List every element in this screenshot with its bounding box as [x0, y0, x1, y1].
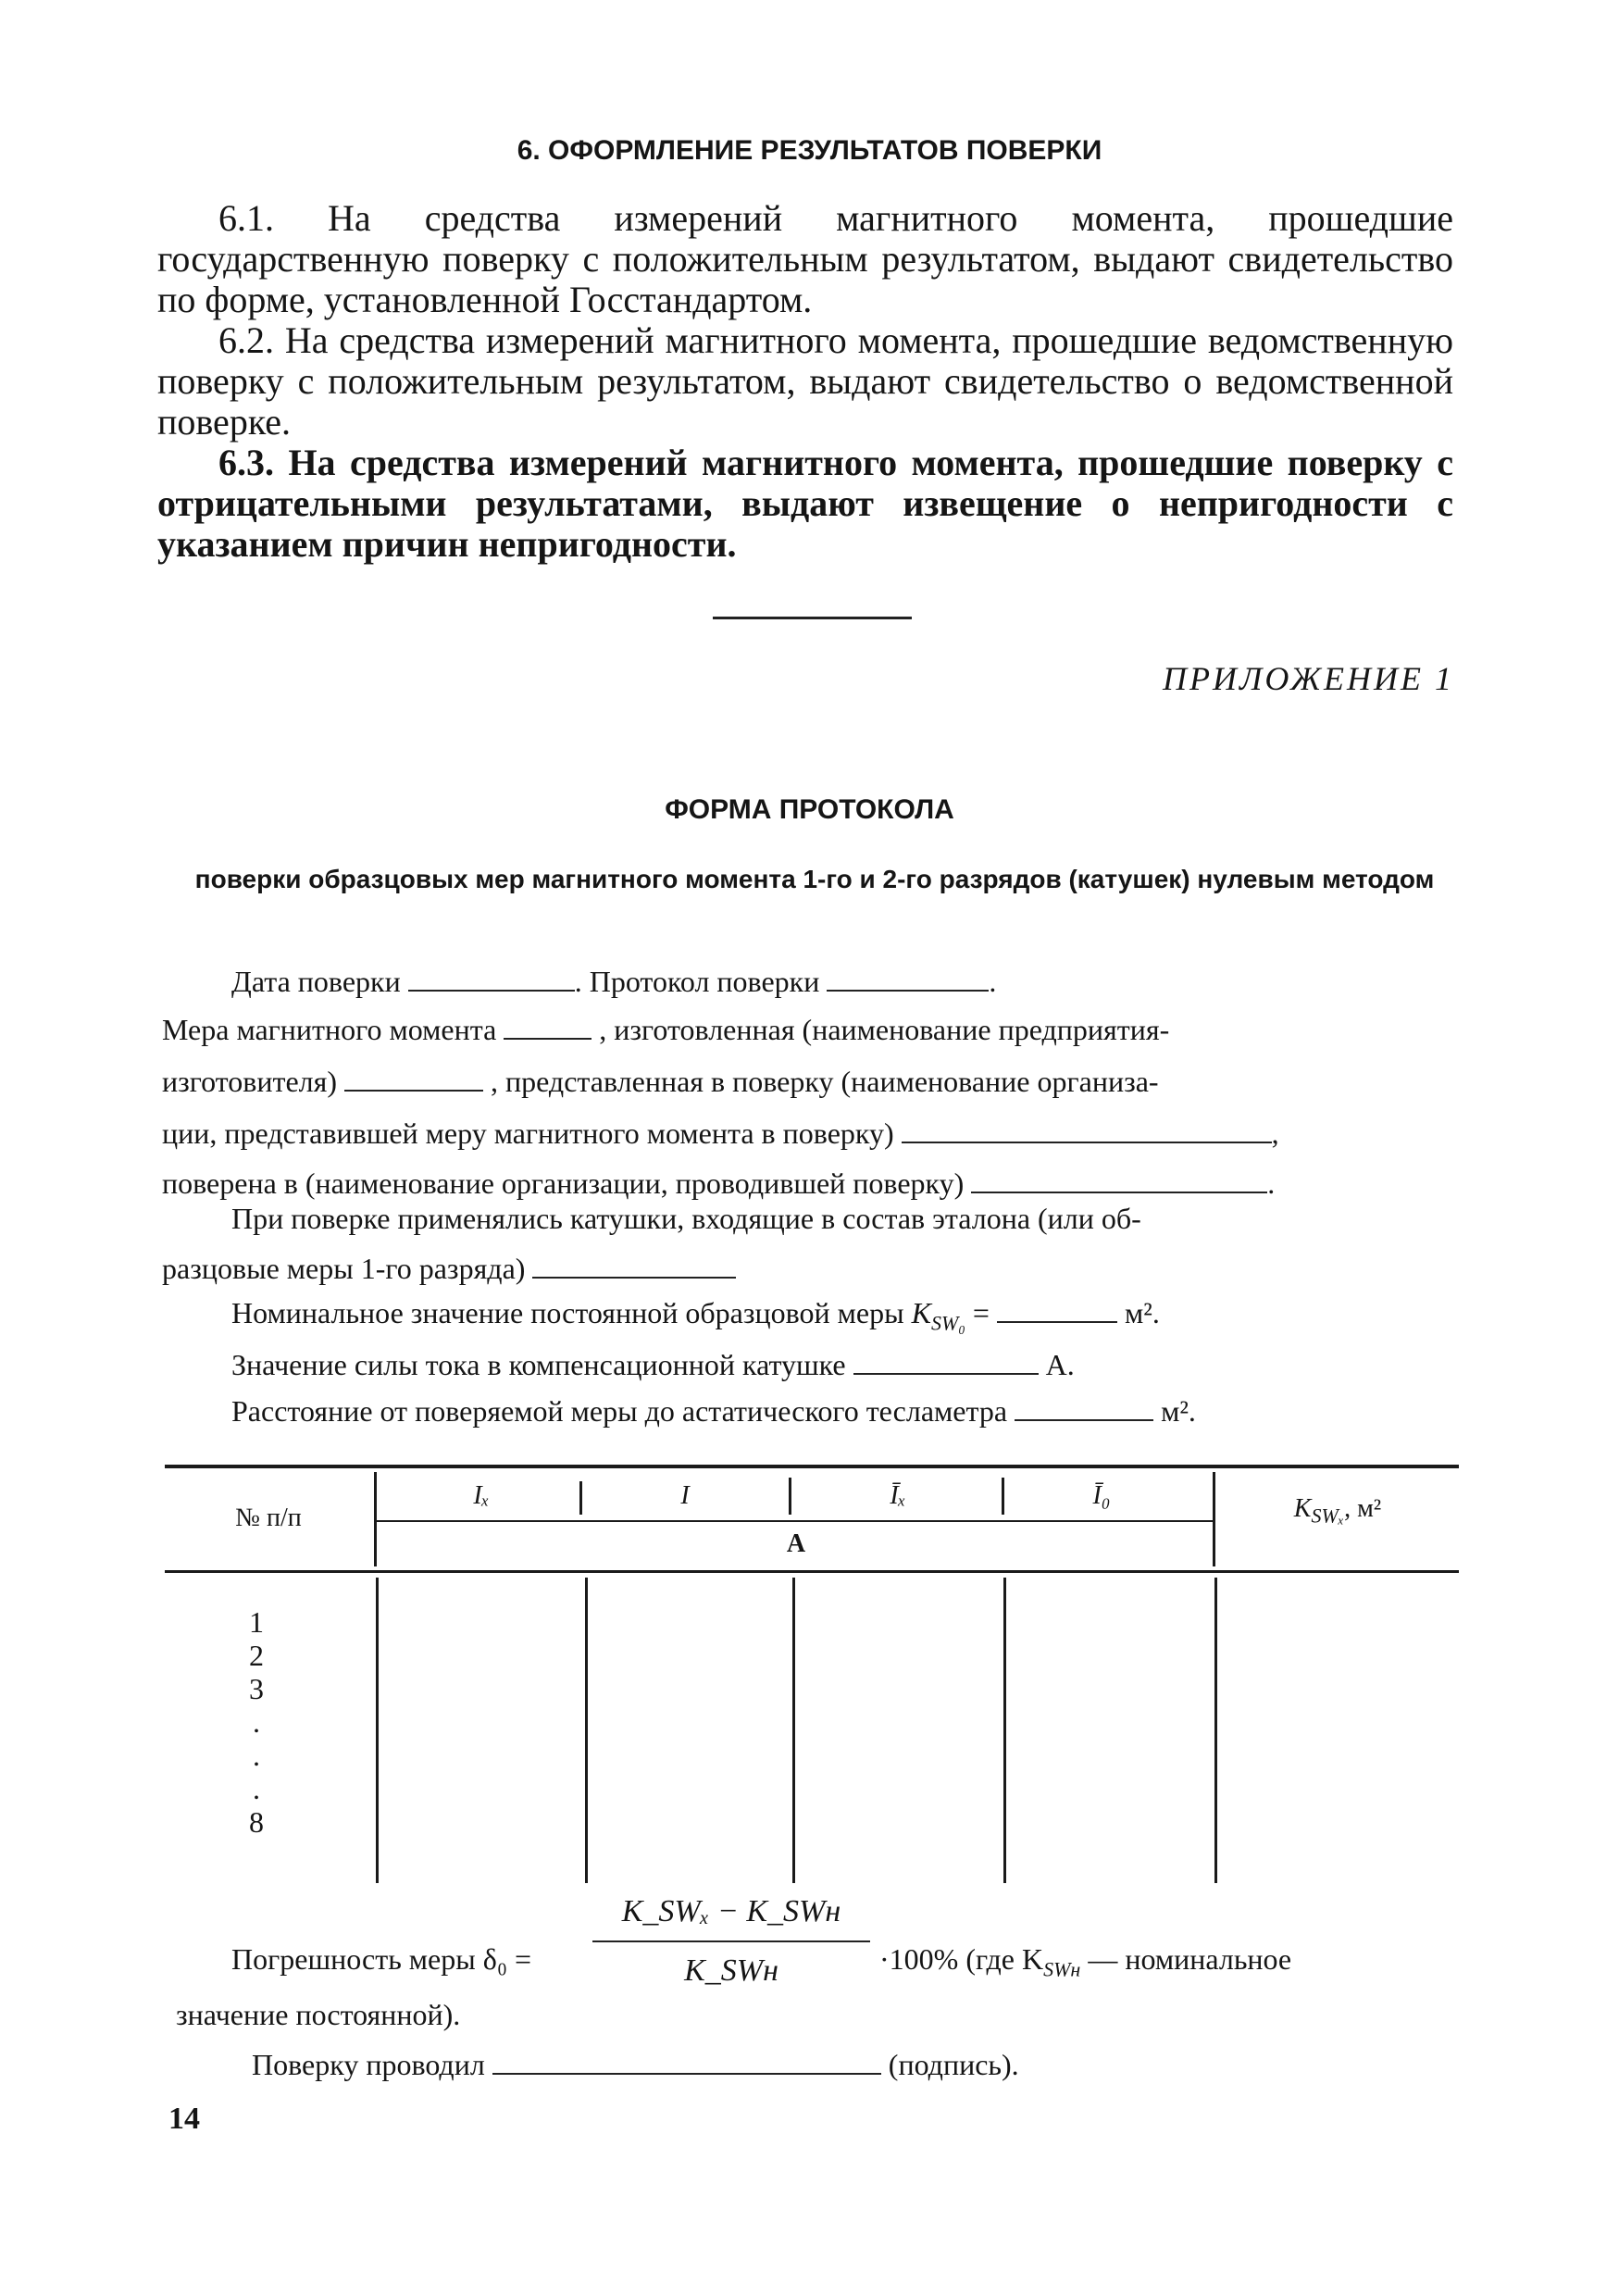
presented-text: , представленная в поверку (наименование организа-: [491, 1065, 1159, 1098]
form-title: ФОРМА ПРОТОКОЛА: [665, 794, 954, 825]
paragraph-6-3: 6.3. На средства измерений магнитного момента, прошедшие поверку с отрицательными результатами, выдают извещение о непригодности с указанием причин непригодности.: [157, 442, 1453, 565]
col-header-i: I: [680, 1481, 690, 1510]
form-subtitle: поверки образцовых мер магнитного момента 1-го и 2-го разрядов (катушек) нулевым методом: [194, 865, 1435, 893]
verified-text: поверена в (наименование организации, проводившей поверку): [162, 1167, 965, 1200]
error-fraction: [592, 1889, 870, 1994]
section-heading: 6. ОФОРМЛЕНИЕ РЕЗУЛЬТАТОВ ПОВЕРКИ: [517, 135, 1102, 166]
paragraph-6-2: 6.2. На средства измерений магнитного момента, прошедшие ведомственную поверку с положительным результатом, выдают свидетельство о ведомственной поверке.: [157, 319, 1453, 443]
table-vline-1: [374, 1472, 377, 1566]
manufacturer-text: изготовителя): [162, 1065, 337, 1098]
distance-blank[interactable]: [1015, 1393, 1153, 1421]
table-header-rule: [165, 1570, 1459, 1573]
error-numerator: K_SWₓ − K_SWн: [621, 1894, 841, 1928]
table-vline-3: [579, 1481, 582, 1515]
measure-label: Мера магнитного момента: [162, 1013, 497, 1046]
table-body-vline-1: [376, 1578, 379, 1883]
k-unit: , м²: [1344, 1494, 1382, 1523]
form-line-manufacturer: [162, 1063, 1467, 1100]
error-note-sub: SWн: [1043, 1957, 1081, 1981]
measure-blank[interactable]: [504, 1012, 592, 1040]
error-denominator: K_SWн: [684, 1953, 778, 1988]
section-divider: [713, 617, 912, 619]
error-times: ·100%: [879, 1942, 959, 1976]
form-line-nominal: Номинальное значение постоянной образцовой меры $K_{SW_0} = м^2$.: [231, 1296, 1160, 1335]
current-blank[interactable]: [853, 1347, 1039, 1375]
coils-text: разцовые меры 1-го разряда): [162, 1252, 526, 1285]
table-vline-4: [789, 1478, 791, 1515]
form-line-current: [231, 1346, 1467, 1383]
current-unit: А.: [1045, 1348, 1075, 1381]
date-blank[interactable]: [408, 964, 575, 992]
nominal-label: Номинальное значение постоянной образцовой меры: [231, 1296, 904, 1329]
nominal-sub: SW₀: [930, 1311, 965, 1335]
error-note-2: — номинальное: [1088, 1942, 1292, 1976]
table-subheader-rule: [376, 1520, 1213, 1522]
error-label: Погрешность меры δ₀ =: [231, 1942, 532, 1976]
signature-blank[interactable]: [492, 2047, 881, 2075]
form-line-distance: [231, 1392, 1467, 1429]
form-line-date: Дата поверки . Протокол поверки .: [231, 965, 997, 998]
distance-label: Расстояние от поверяемой меры до астатического тесламетра: [231, 1394, 1008, 1428]
current-label: Значение силы тока в компенсационной катушке: [231, 1348, 846, 1381]
table-body-vline-3: [792, 1578, 795, 1883]
row-number: .: [253, 1739, 260, 1772]
fraction-bar: [592, 1940, 870, 1942]
row-number: 3: [249, 1672, 264, 1705]
manufacturer-blank[interactable]: [344, 1064, 483, 1092]
table-body-vline-2: [585, 1578, 588, 1883]
table-vline-5: [1002, 1478, 1004, 1515]
table-vline-2: [1213, 1472, 1215, 1566]
coils-blank[interactable]: [532, 1251, 736, 1279]
col-header-k: [1222, 1494, 1453, 1529]
col-header-ixbar: Īₓ: [890, 1481, 906, 1510]
nominal-symbol: K: [911, 1296, 931, 1329]
protocol-blank[interactable]: [827, 964, 989, 992]
row-number: .: [253, 1772, 260, 1805]
error-note: [879, 1940, 1619, 1988]
form-line-measure: [162, 1011, 1467, 1048]
form-line-coils-2: [162, 1250, 1467, 1287]
form-line-coils: При поверке применялись катушки, входящие в состав эталона (или об-: [231, 1202, 1141, 1235]
col-header-i0bar: Ī₀: [1092, 1481, 1111, 1510]
table-body-vline-5: [1214, 1578, 1217, 1883]
distance-unit: м².: [1161, 1394, 1196, 1428]
paragraph-6-1: 6.1. На средства измерений магнитного момента, прошедшие государственную поверку с положительным результатом, выдают свидетельство по форме, установленной Госстандартом.: [157, 197, 1453, 320]
error-note-1: (где K: [965, 1942, 1044, 1976]
protocol-label: . Протокол поверки: [574, 965, 820, 998]
k-sub: SWₓ: [1311, 1504, 1345, 1528]
nominal-unit: м².: [1124, 1296, 1160, 1329]
form-line-org: ции, представившей меру магнитного момента в поверку) ,: [162, 1117, 1279, 1150]
verified-blank[interactable]: [971, 1166, 1267, 1193]
row-number: .: [253, 1705, 260, 1739]
nominal-blank[interactable]: [997, 1295, 1117, 1323]
col-header-unit-a: А: [786, 1529, 806, 1558]
org-text: ции, представившей меру магнитного момента в поверку): [162, 1117, 894, 1150]
error-note-3: значение постоянной).: [176, 1998, 461, 2031]
k-symbol: K: [1293, 1494, 1312, 1523]
row-number: 1: [249, 1605, 264, 1639]
page-number: 14: [168, 2102, 200, 2136]
appendix-label: ПРИЛОЖЕНИЕ 1: [1163, 660, 1454, 697]
table-body-vline-4: [1003, 1578, 1006, 1883]
org-blank[interactable]: [902, 1116, 1272, 1143]
signature-line: [252, 2046, 1557, 2083]
table-top-rule: [165, 1465, 1459, 1468]
signature-label: Поверку проводил: [252, 2048, 485, 2081]
form-line-verified: поверена в (наименование организации, проводившей поверку) .: [162, 1167, 1276, 1200]
col-header-ix: Iₓ: [473, 1481, 490, 1510]
signature-sign: (подпись).: [888, 2048, 1019, 2081]
date-label: Дата поверки: [231, 965, 401, 998]
col-header-num: № п/п: [235, 1504, 302, 1532]
row-number: 2: [249, 1639, 264, 1672]
manufactured-text: , изготовленная (наименование предприятия-: [599, 1013, 1170, 1046]
row-number: 8: [249, 1805, 264, 1839]
